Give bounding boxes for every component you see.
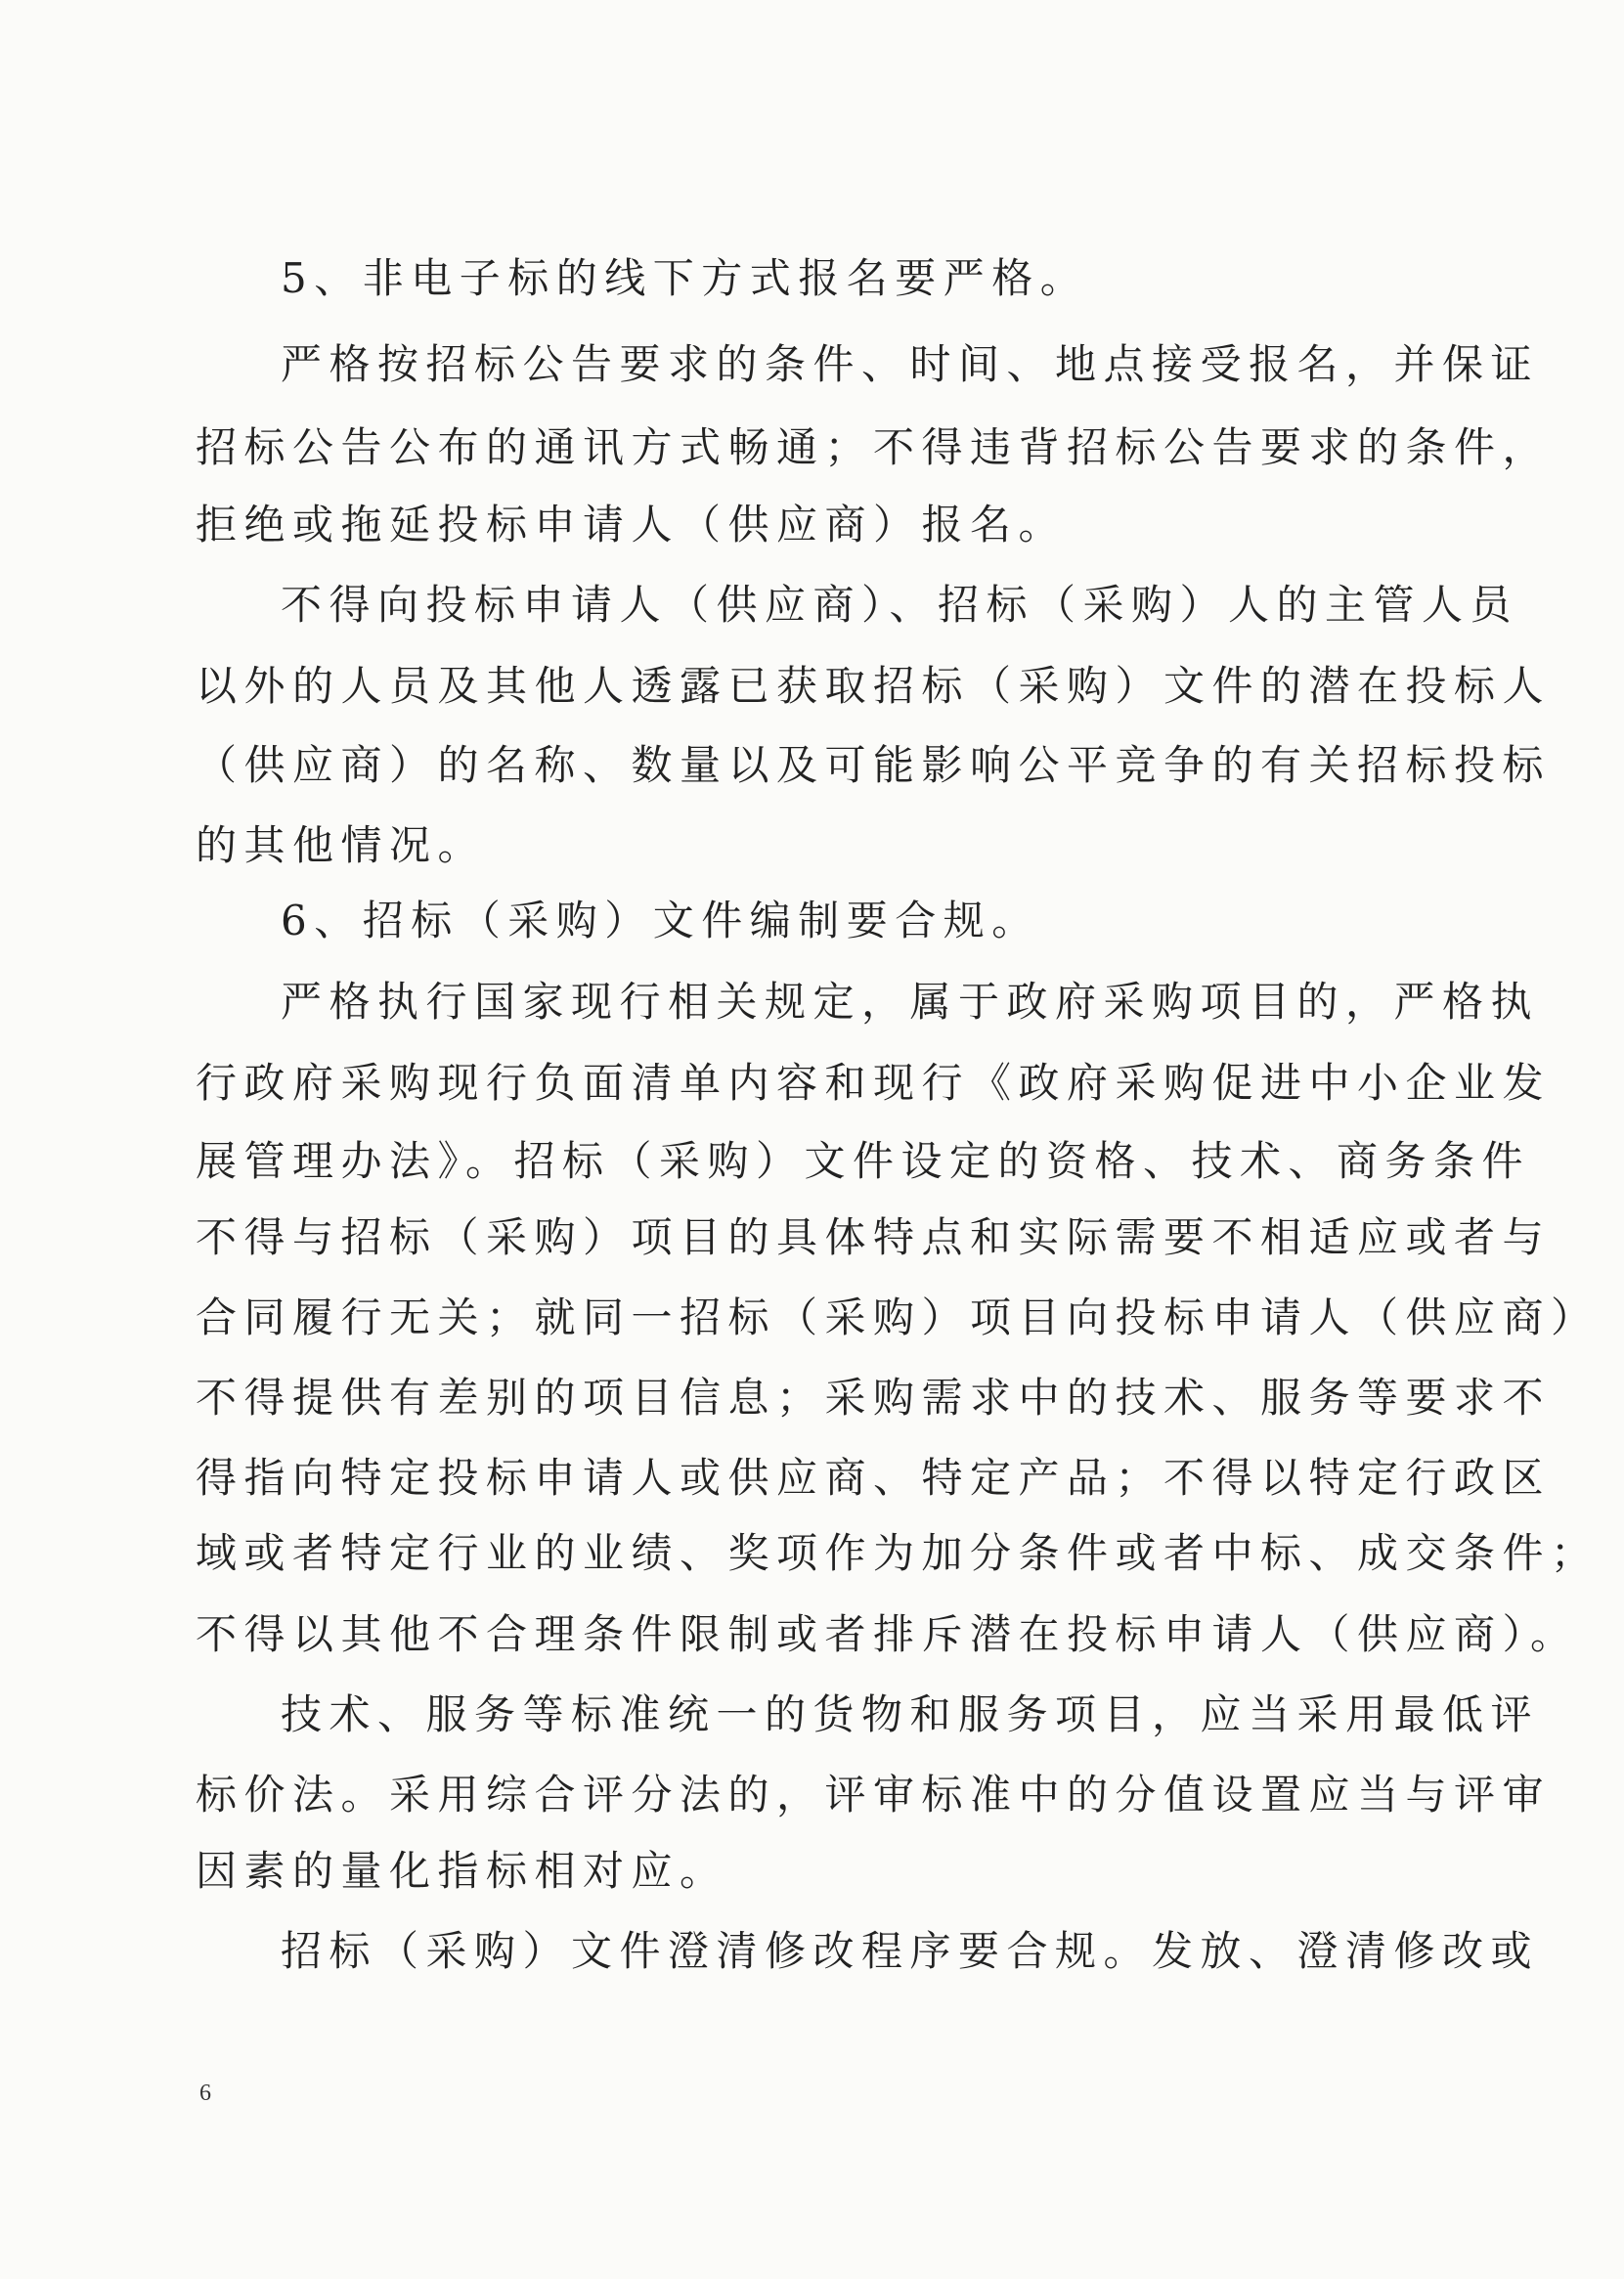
text-line-13: 不得与招标（采购）项目的具体特点和实际需要不相适应或者与 [196, 1213, 1552, 1261]
page-number: 6 [199, 2081, 211, 2106]
text-line-4: 拒绝或拖延投标申请人（供应商）报名。 [196, 501, 1068, 548]
text-line-21: 因素的量化指标相对应。 [196, 1847, 728, 1895]
text-line-22: 招标（采购）文件澄清修改程序要合规。发放、澄清修改或 [281, 1927, 1540, 1975]
text-line-16: 得指向特定投标申请人或供应商、特定产品；不得以特定行政区 [196, 1454, 1552, 1502]
text-line-12: 展管理办法》。招标（采购）文件设定的资格、技术、商务条件 [196, 1137, 1531, 1185]
text-line-14: 合同履行无关；就同一招标（采购）项目向投标申请人（供应商） [196, 1293, 1600, 1341]
text-line-11: 行政府采购现行负面清单内容和现行《政府采购促进中小企业发 [196, 1059, 1552, 1107]
text-line-5: 不得向投标申请人（供应商）、招标（采购）人的主管人员 [281, 581, 1519, 629]
text-line-1: 5、非电子标的线下方式报名要严格。 [281, 254, 1089, 302]
text-line-8: 的其他情况。 [196, 821, 487, 869]
text-line-6: 以外的人员及其他人透露已获取招标（采购）文件的潜在投标人 [196, 662, 1552, 710]
text-line-3: 招标公告公布的通讯方式畅通；不得违背招标公告要求的条件， [196, 423, 1552, 471]
text-line-20: 标价法。采用综合评分法的，评审标准中的分值设置应当与评审 [196, 1771, 1552, 1819]
text-line-18: 不得以其他不合理条件限制或者排斥潜在投标申请人（供应商）。 [196, 1610, 1579, 1658]
text-line-7: （供应商）的名称、数量以及可能影响公平竞争的有关招标投标 [196, 741, 1552, 789]
text-line-9: 6、招标（采购）文件编制要合规。 [281, 897, 1040, 944]
text-line-15: 不得提供有差别的项目信息；采购需求中的技术、服务等要求不 [196, 1374, 1552, 1422]
text-line-19: 技术、服务等标准统一的货物和服务项目，应当采用最低评 [281, 1690, 1540, 1738]
text-line-2: 严格按招标公告要求的条件、时间、地点接受报名，并保证 [281, 340, 1540, 388]
text-line-17: 域或者特定行业的业绩、奖项作为加分条件或者中标、成交条件； [196, 1529, 1600, 1577]
text-line-10: 严格执行国家现行相关规定，属于政府采购项目的，严格执 [281, 978, 1540, 1026]
